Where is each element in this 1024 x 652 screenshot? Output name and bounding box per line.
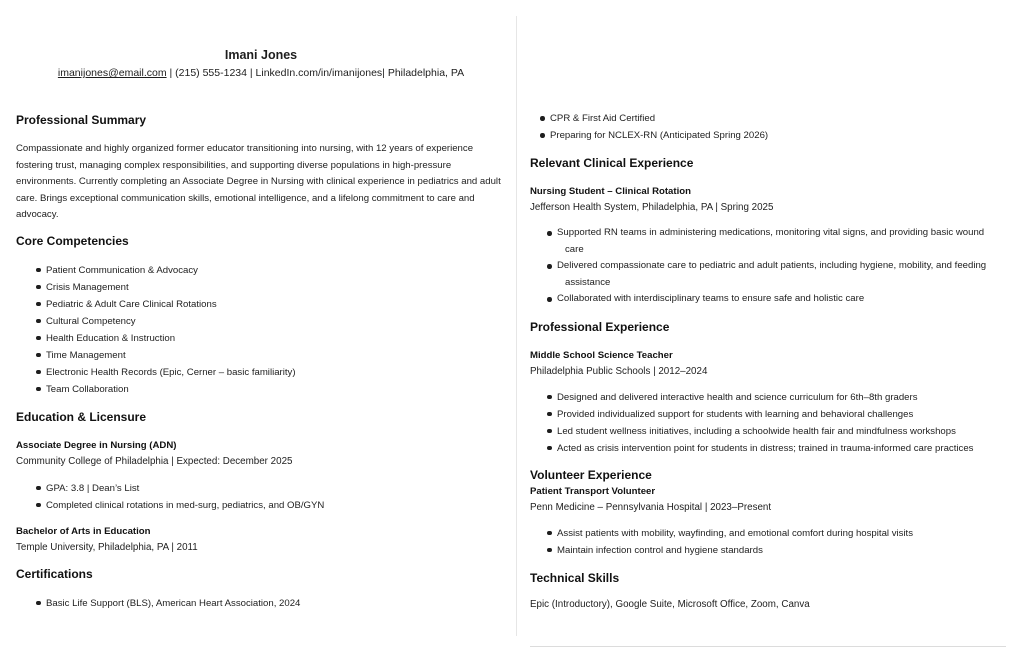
resume-page-1 [16,16,506,652]
list-item: Provided individualized support for students with learning and behavioral challenges [547,406,1020,423]
list-item: Completed clinical rotations in med-surg, pediatrics, and OB/GYN [36,497,506,514]
competencies-heading: Core Competencies [16,233,129,248]
list-item: Designed and delivered interactive health and science curriculum for 6th–8th graders [547,389,1020,406]
list-item: Pediatric & Adult Care Clinical Rotations [36,296,506,313]
list-item [547,225,1020,258]
professional-title: Middle School Science Teacher [530,349,673,361]
list-item [547,258,1020,291]
degree-title: Associate Degree in Nursing (ADN) [16,439,177,451]
contact-details: | (215) 555-1234 | LinkedIn.com/in/imanijones| Philadelphia, PA [166,67,465,79]
candidate-name: Imani Jones [224,48,298,62]
certifications-heading: Certifications [16,566,93,581]
list-item: Maintain infection control and hygiene standards [547,542,1020,559]
education-bullets [16,480,506,514]
list-item: Acted as crisis intervention point for students in distress; trained in trauma-informed care practices [547,440,1020,457]
volunteer-org: Penn Medicine – Pennsylvania Hospital | 2023–Present [530,501,772,513]
list-item: Assist patients with mobility, wayfinding, and emotional comfort during hospital visits [547,525,1020,542]
technical-heading: Technical Skills [530,570,620,585]
professional-bullets [530,389,1020,457]
competencies-list [16,262,506,398]
school-line: Temple University, Philadelphia, PA | 2011 [16,541,198,553]
clinical-title: Nursing Student – Clinical Rotation [530,186,691,197]
resume-page-2 [530,0,1020,648]
certifications-list-part-1 [16,595,506,612]
email-link[interactable]: imanijones@email.com [57,67,167,79]
clinical-org: Jefferson Health System, Philadelphia, PA | Spring 2025 [530,202,774,213]
list-item [547,291,1020,308]
list-item: Led student wellness initiatives, including a schoolwide health fair and mindfulness workshops [547,423,1020,440]
bullet-line: Supported RN teams in administering medications, monitoring vital signs, and providing basic wound [557,227,985,238]
bullet-line: Collaborated with interdisciplinary teams to ensure safe and holistic care [557,293,865,304]
list-item: Time Management [36,347,506,364]
list-item: Health Education & Instruction [36,330,506,347]
professional-org: Philadelphia Public Schools | 2012–2024 [530,365,708,377]
bullet-line-continued: assistance [565,276,611,288]
degree-title: Bachelor of Arts in Education [16,525,151,537]
list-item: GPA: 3.8 | Dean’s List [36,480,506,497]
summary-heading: Professional Summary [16,113,147,127]
list-item: Patient Communication & Advocacy [36,262,506,279]
list-item: Preparing for NCLEX-RN (Anticipated Spring 2026) [540,127,1020,144]
list-item: CPR & First Aid Certified [540,110,1020,127]
list-item: Basic Life Support (BLS), American Heart Association, 2024 [36,595,506,612]
certifications-list-part-2 [530,110,1020,144]
list-item: Electronic Health Records (Epic, Cerner – basic familiarity) [36,364,506,381]
summary-text: Compassionate and highly organized former educator transitioning into nursing, with 12 years of experience fostering trust, managing complex responsibilities, and supporting diverse populations in high-pressure environments. Currently completing an Associate Degree in Nursing with clinical experience in pediatrics and adult care. Brings exceptional communication skills, emotional intelligence, and a lifelong commitment to care and advocacy. [16,143,501,220]
technical-text: Epic (Introductory), Google Suite, Microsoft Office, Zoom, Canva [530,598,810,610]
school-line: Community College of Philadelphia | Expected: December 2025 [16,455,293,467]
list-item: Team Collaboration [36,381,506,398]
page-divider [516,16,517,636]
volunteer-bullets [530,525,1020,559]
education-heading: Education & Licensure [16,409,147,424]
contact-line [16,67,506,79]
professional-heading: Professional Experience [530,319,670,334]
clinical-bullets [530,225,1020,308]
bullet-line-continued: care [565,243,584,255]
bullet-line: Delivered compassionate care to pediatric and adult patients, including hygiene, mobility, and feeding [557,260,987,271]
clinical-heading: Relevant Clinical Experience [530,156,694,170]
volunteer-title: Patient Transport Volunteer [530,485,656,497]
list-item: Crisis Management [36,279,506,296]
list-item: Cultural Competency [36,313,506,330]
volunteer-heading: Volunteer Experience [530,467,652,482]
